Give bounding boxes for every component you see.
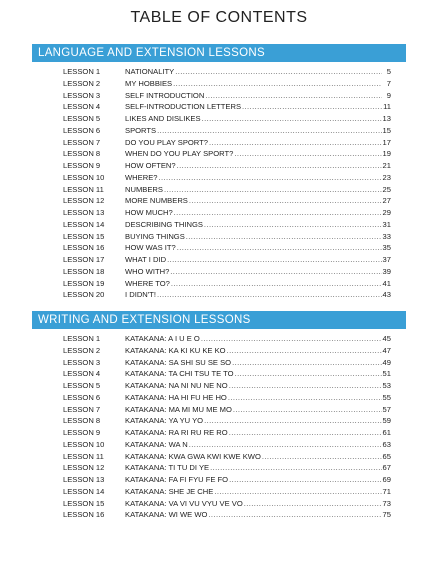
toc-entry xyxy=(63,101,391,113)
toc-entry xyxy=(63,451,391,463)
dot-leader xyxy=(159,172,382,184)
toc-entry xyxy=(63,90,391,102)
lesson-number: LESSON 1 xyxy=(63,334,101,343)
dot-leader xyxy=(214,486,381,498)
lesson-topic: HOW OFTEN? xyxy=(125,161,176,170)
page-number: 57 xyxy=(382,404,391,414)
page-number: 63 xyxy=(382,439,391,449)
lesson-number: LESSON 12 xyxy=(63,196,105,206)
toc-entry xyxy=(63,137,391,149)
lesson-number: LESSON 7 xyxy=(63,137,101,147)
page-number: 47 xyxy=(382,345,391,355)
toc-entry xyxy=(63,207,391,219)
toc-entry xyxy=(63,509,391,521)
dot-leader xyxy=(177,242,382,254)
lesson-number: LESSON 13 xyxy=(63,208,105,217)
dot-leader xyxy=(164,184,382,196)
lesson-number: LESSON 9 xyxy=(63,161,101,170)
dot-leader xyxy=(201,333,382,345)
lesson-topic: HOW MUCH? xyxy=(125,208,173,217)
toc-entry xyxy=(63,368,391,380)
page-number: 17 xyxy=(382,137,391,147)
lesson-topic: KATAKANA: A I U E O xyxy=(125,334,200,343)
page-number: 55 xyxy=(382,392,391,402)
dot-leader xyxy=(242,101,382,113)
dot-leader xyxy=(235,368,382,380)
lesson-topic: WHAT I DID xyxy=(125,255,167,264)
page-number: 19 xyxy=(382,149,391,159)
page-number: 49 xyxy=(382,357,391,367)
page-number: 31 xyxy=(382,219,391,229)
toc-entry xyxy=(63,357,391,369)
lesson-topic: SELF-INTRODUCTION LETTERS xyxy=(125,102,242,112)
page-number: 21 xyxy=(382,161,391,170)
page-number: 43 xyxy=(382,290,391,300)
lesson-number: LESSON 6 xyxy=(63,125,101,135)
lesson-topic: LIKES AND DISLIKES xyxy=(125,114,201,123)
toc-entry xyxy=(63,113,391,125)
page-number: 75 xyxy=(382,510,391,520)
page-number: 23 xyxy=(382,172,391,182)
lesson-number: LESSON 17 xyxy=(63,255,105,264)
toc-entry xyxy=(63,380,391,392)
lesson-topic: BUYING THINGS xyxy=(125,231,185,241)
toc-entry xyxy=(63,184,391,196)
dot-leader xyxy=(205,90,382,102)
page-number: 29 xyxy=(382,208,391,217)
lesson-topic: KATAKANA: KWA GWA KWI KWE KWO xyxy=(125,451,261,461)
lesson-number: LESSON 5 xyxy=(63,114,101,123)
dot-leader xyxy=(204,415,381,427)
dot-leader xyxy=(202,113,382,125)
toc-entry xyxy=(63,439,391,451)
toc-entry xyxy=(63,498,391,510)
lesson-topic: KATAKANA: HA HI FU HE HO xyxy=(125,392,227,402)
lesson-topic: WHO WITH? xyxy=(125,266,170,276)
toc-entry xyxy=(63,78,391,90)
dot-leader xyxy=(174,207,382,219)
toc-entry xyxy=(63,231,391,243)
lesson-topic: KATAKANA: WI WE WO xyxy=(125,510,208,520)
dot-leader xyxy=(262,451,382,463)
toc-entry xyxy=(63,254,391,266)
dot-leader xyxy=(232,357,381,369)
lesson-topic: KATAKANA: VA VI VU VYU VE VO xyxy=(125,498,243,508)
toc-entry xyxy=(63,333,391,345)
page-number: 51 xyxy=(382,369,391,379)
lesson-number: LESSON 9 xyxy=(63,428,101,437)
dot-leader xyxy=(229,474,381,486)
lesson-topic: NATIONALITY xyxy=(125,67,175,76)
page-number: 33 xyxy=(382,231,391,241)
page-number: 53 xyxy=(382,381,391,390)
lesson-number: LESSON 19 xyxy=(63,278,105,288)
lesson-number: LESSON 16 xyxy=(63,510,105,520)
lesson-topic: SPORTS xyxy=(125,125,157,135)
dot-leader xyxy=(227,345,382,357)
lesson-topic: MY HOBBIES xyxy=(125,78,173,88)
page-number: 61 xyxy=(382,428,391,437)
toc-entry xyxy=(63,195,391,207)
lesson-number: LESSON 4 xyxy=(63,102,101,112)
lesson-topic: KATAKANA: SA SHI SU SE SO xyxy=(125,357,232,367)
toc-entry xyxy=(63,266,391,278)
page-number: 73 xyxy=(382,498,391,508)
toc-entry xyxy=(63,242,391,254)
lesson-topic: WHEN DO YOU PLAY SPORT? xyxy=(125,149,234,159)
toc-entry xyxy=(63,415,391,427)
page-number: 71 xyxy=(382,486,391,496)
toc-entry xyxy=(63,462,391,474)
page-number: 69 xyxy=(382,475,391,484)
toc-list-writing xyxy=(63,333,391,521)
dot-leader xyxy=(170,266,381,278)
lesson-topic: KATAKANA: MA MI MU ME MO xyxy=(125,404,232,414)
lesson-topic: HOW WAS IT? xyxy=(125,243,176,253)
lesson-topic: NUMBERS xyxy=(125,184,163,194)
page-number: 9 xyxy=(386,90,391,100)
lesson-number: LESSON 14 xyxy=(63,486,105,496)
page-number: 59 xyxy=(382,416,391,426)
lesson-topic: KATAKANA: FA FI FYU FE FO xyxy=(125,475,229,484)
lesson-topic: KATAKANA: KA KI KU KE KO xyxy=(125,345,226,355)
dot-leader xyxy=(175,66,382,78)
lesson-number: LESSON 15 xyxy=(63,231,105,241)
page-number: 27 xyxy=(382,196,391,206)
dot-leader xyxy=(229,427,382,439)
lesson-number: LESSON 11 xyxy=(63,184,104,194)
toc-entry xyxy=(63,486,391,498)
page-number: 67 xyxy=(382,463,391,473)
dot-leader xyxy=(157,289,382,301)
dot-leader xyxy=(157,125,381,137)
page-number: 39 xyxy=(382,266,391,276)
lesson-number: LESSON 8 xyxy=(63,149,101,159)
dot-leader xyxy=(244,498,382,510)
lesson-number: LESSON 7 xyxy=(63,404,101,414)
section-heading-writing: WRITING AND EXTENSION LESSONS xyxy=(32,311,406,329)
lesson-topic: KATAKANA: TI TU DI YE xyxy=(125,463,210,473)
lesson-number: LESSON 16 xyxy=(63,243,105,253)
lesson-topic: DO YOU PLAY SPORT? xyxy=(125,137,209,147)
section-heading-language: LANGUAGE AND EXTENSION LESSONS xyxy=(32,44,406,62)
lesson-number: LESSON 3 xyxy=(63,90,101,100)
page-title: TABLE OF CONTENTS xyxy=(130,9,308,26)
lesson-topic: KATAKANA: SHE JE CHE xyxy=(125,486,214,496)
lesson-topic: KATAKANA: WA N xyxy=(125,439,188,449)
lesson-number: LESSON 2 xyxy=(63,78,101,88)
lesson-number: LESSON 12 xyxy=(63,463,105,473)
page-number: 45 xyxy=(382,334,391,343)
lesson-topic: DESCRIBING THINGS xyxy=(125,219,203,229)
page-number: 13 xyxy=(382,114,391,123)
page-number: 35 xyxy=(382,243,391,253)
toc-entry xyxy=(63,160,391,172)
toc-list-language xyxy=(63,66,391,301)
lesson-number: LESSON 20 xyxy=(63,290,105,300)
lesson-number: LESSON 2 xyxy=(63,345,101,355)
lesson-topic: MORE NUMBERS xyxy=(125,196,188,206)
lesson-topic: KATAKANA: YA YU YO xyxy=(125,416,204,426)
page-number: 25 xyxy=(382,184,391,194)
lesson-topic: KATAKANA: RA RI RU RE RO xyxy=(125,428,228,437)
lesson-number: LESSON 8 xyxy=(63,416,101,426)
lesson-number: LESSON 15 xyxy=(63,498,105,508)
dot-leader xyxy=(167,254,381,266)
lesson-number: LESSON 11 xyxy=(63,451,104,461)
lesson-topic: WHERE? xyxy=(125,172,158,182)
dot-leader xyxy=(171,278,382,290)
dot-leader xyxy=(233,404,382,416)
toc-entry xyxy=(63,148,391,160)
page-number: 7 xyxy=(386,78,391,88)
lesson-number: LESSON 5 xyxy=(63,381,101,390)
toc-entry xyxy=(63,66,391,78)
dot-leader xyxy=(177,160,382,172)
toc-entry xyxy=(63,427,391,439)
dot-leader xyxy=(186,231,382,243)
lesson-topic: KATAKANA: TA CHI TSU TE TO xyxy=(125,369,234,379)
toc-entry xyxy=(63,392,391,404)
dot-leader xyxy=(173,78,382,90)
toc-entry xyxy=(63,345,391,357)
lesson-number: LESSON 14 xyxy=(63,219,105,229)
lesson-topic: SELF INTRODUCTION xyxy=(125,90,205,100)
toc-entry xyxy=(63,404,391,416)
page-number: 41 xyxy=(382,278,391,288)
dot-leader xyxy=(209,137,382,149)
dot-leader xyxy=(189,195,382,207)
lesson-topic: I DIDN'T! xyxy=(125,290,156,300)
lesson-number: LESSON 6 xyxy=(63,392,101,402)
lesson-topic: WHERE TO? xyxy=(125,278,170,288)
dot-leader xyxy=(204,219,382,231)
dot-leader xyxy=(229,380,382,392)
lesson-number: LESSON 10 xyxy=(63,439,105,449)
lesson-number: LESSON 13 xyxy=(63,475,105,484)
dot-leader xyxy=(210,462,381,474)
toc-entry xyxy=(63,125,391,137)
dot-leader xyxy=(228,392,382,404)
dot-leader xyxy=(189,439,382,451)
toc-entry xyxy=(63,219,391,231)
lesson-number: LESSON 18 xyxy=(63,266,105,276)
lesson-number: LESSON 3 xyxy=(63,357,101,367)
page-number: 5 xyxy=(386,67,391,76)
toc-entry xyxy=(63,172,391,184)
toc-entry xyxy=(63,278,391,290)
dot-leader xyxy=(208,509,381,521)
toc-entry xyxy=(63,474,391,486)
page-number: 37 xyxy=(382,255,391,264)
page-number: 15 xyxy=(382,125,391,135)
lesson-number: LESSON 10 xyxy=(63,172,105,182)
lesson-number: LESSON 1 xyxy=(63,67,101,76)
page-number: 11 xyxy=(383,102,391,112)
page-number: 65 xyxy=(382,451,391,461)
lesson-topic: KATAKANA: NA NI NU NE NO xyxy=(125,381,228,390)
toc-entry xyxy=(63,289,391,301)
dot-leader xyxy=(234,148,381,160)
lesson-number: LESSON 4 xyxy=(63,369,101,379)
